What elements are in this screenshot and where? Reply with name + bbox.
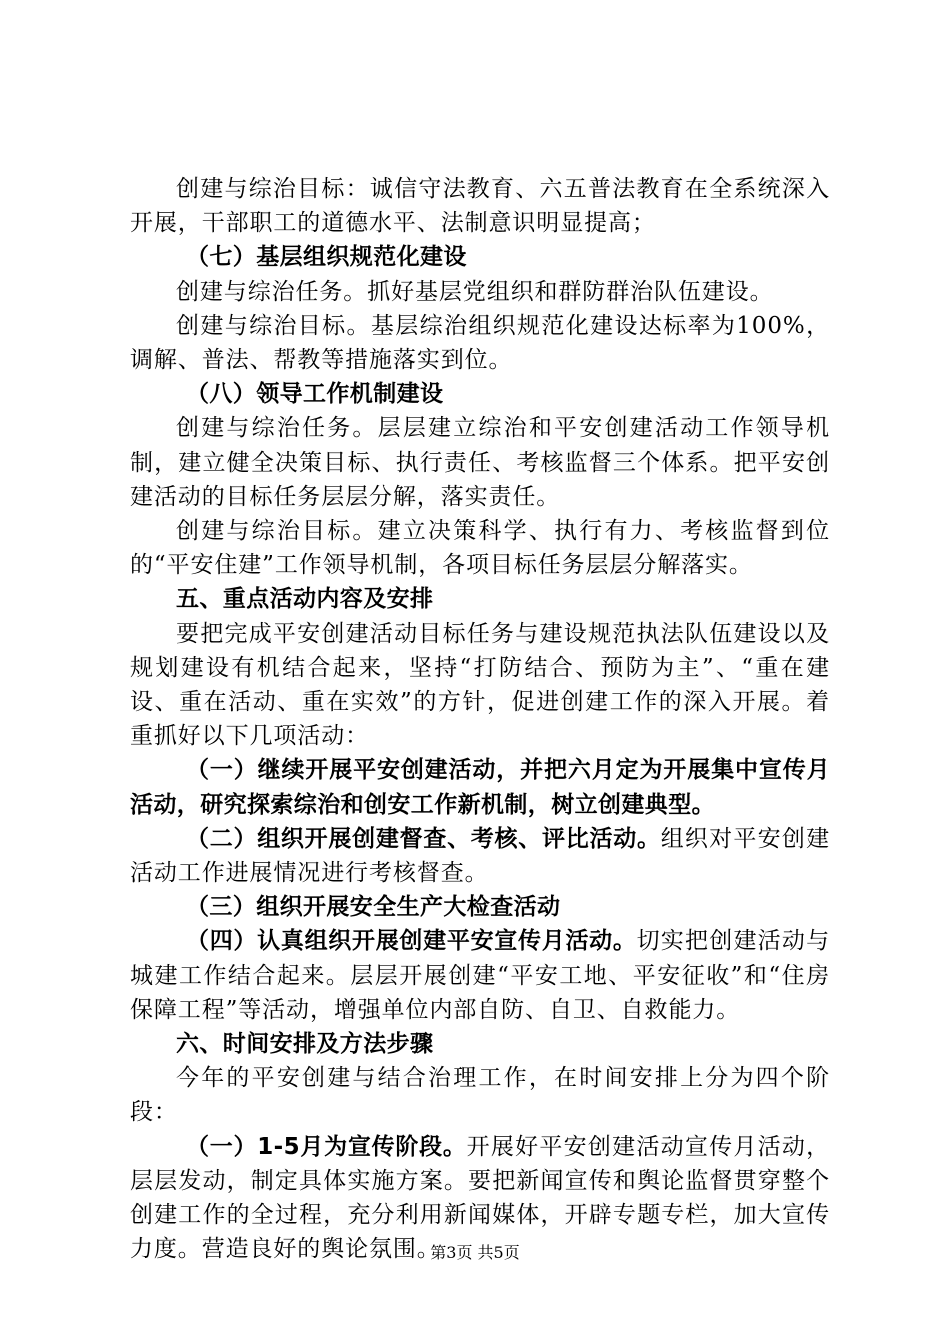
paragraph: 创建与综治任务。层层建立综治和平安创建活动工作领导机制，建立健全决策目标、执行责任、考核监督三个体系。把平安创建活动的目标任务层层分解，落实责任。 bbox=[130, 415, 830, 510]
activity-title: （四）认真组织开展创建平安宣传月活动。 bbox=[186, 928, 637, 955]
activity-item: （一）继续开展平安创建活动，并把六月定为开展集中宣传月活动，研究探索综治和创安工作新机制，树立创建典型。 bbox=[130, 757, 830, 818]
paragraph: 创建与综治目标：诚信守法教育、六五普法教育在全系统深入开展，干部职工的道德水平、法制意识明显提高； bbox=[130, 176, 830, 237]
activity-item: （三）组织开展安全生产大检查活动 bbox=[186, 894, 561, 921]
chapter-heading: 五、重点活动内容及安排 bbox=[176, 586, 434, 613]
activity-item bbox=[130, 822, 830, 890]
paragraph: 创建与综治任务。抓好基层党组织和群防群治队伍建设。 bbox=[176, 278, 774, 305]
section-heading: （七）基层组织规范化建设 bbox=[186, 244, 467, 271]
activity-item bbox=[130, 924, 830, 1027]
activity-text: 切实把创建活动与城建工作结合起来。层层开展创建“平安工地、平安征收”和“住房保障工程”等活动，增强单位内部自防、自卫、自救能力。 bbox=[130, 928, 830, 1023]
chapter-heading: 六、时间安排及方法步骤 bbox=[176, 1031, 434, 1058]
stage-title: （一）1-5月为宣传阶段。 bbox=[186, 1133, 467, 1160]
paragraph: 创建与综治目标。建立决策科学、执行有力、考核监督到位的“平安住建”工作领导机制，各项目标任务层层分解落实。 bbox=[130, 518, 830, 579]
stage-text: 开展好平安创建活动宣传月活动，层层发动，制定具体实施方案。要把新闻宣传和舆论监督贯穿整个创建工作的全过程，充分利用新闻媒体，开辟专题专栏，加大宣传力度。营造良好的舆论氛围。 bbox=[130, 1133, 831, 1263]
activity-title: （二）组织开展创建督查、考核、评比活动。 bbox=[186, 825, 661, 852]
paragraph: 今年的平安创建与结合治理工作，在时间安排上分为四个阶段： bbox=[130, 1065, 830, 1126]
paragraph: 要把完成平安创建活动目标任务与建设规范执法队伍建设以及规划建设有机结合起来，坚持“打防结合、预防为主”、“重在建设、重在活动、重在实效”的方针，促进创建工作的深入开展。着重抓好以下几项活动： bbox=[130, 620, 830, 750]
document-body bbox=[130, 172, 830, 1267]
section-heading: （八）领导工作机制建设 bbox=[186, 381, 444, 408]
page-number: 第3页 共5页 bbox=[430, 1243, 520, 1262]
paragraph: 创建与综治目标。基层综治组织规范化建设达标率为100%，调解、普法、帮教等措施落实到位。 bbox=[130, 312, 830, 374]
activity-text: 组织对平安创建活动工作进展情况进行考核督查。 bbox=[130, 825, 830, 887]
